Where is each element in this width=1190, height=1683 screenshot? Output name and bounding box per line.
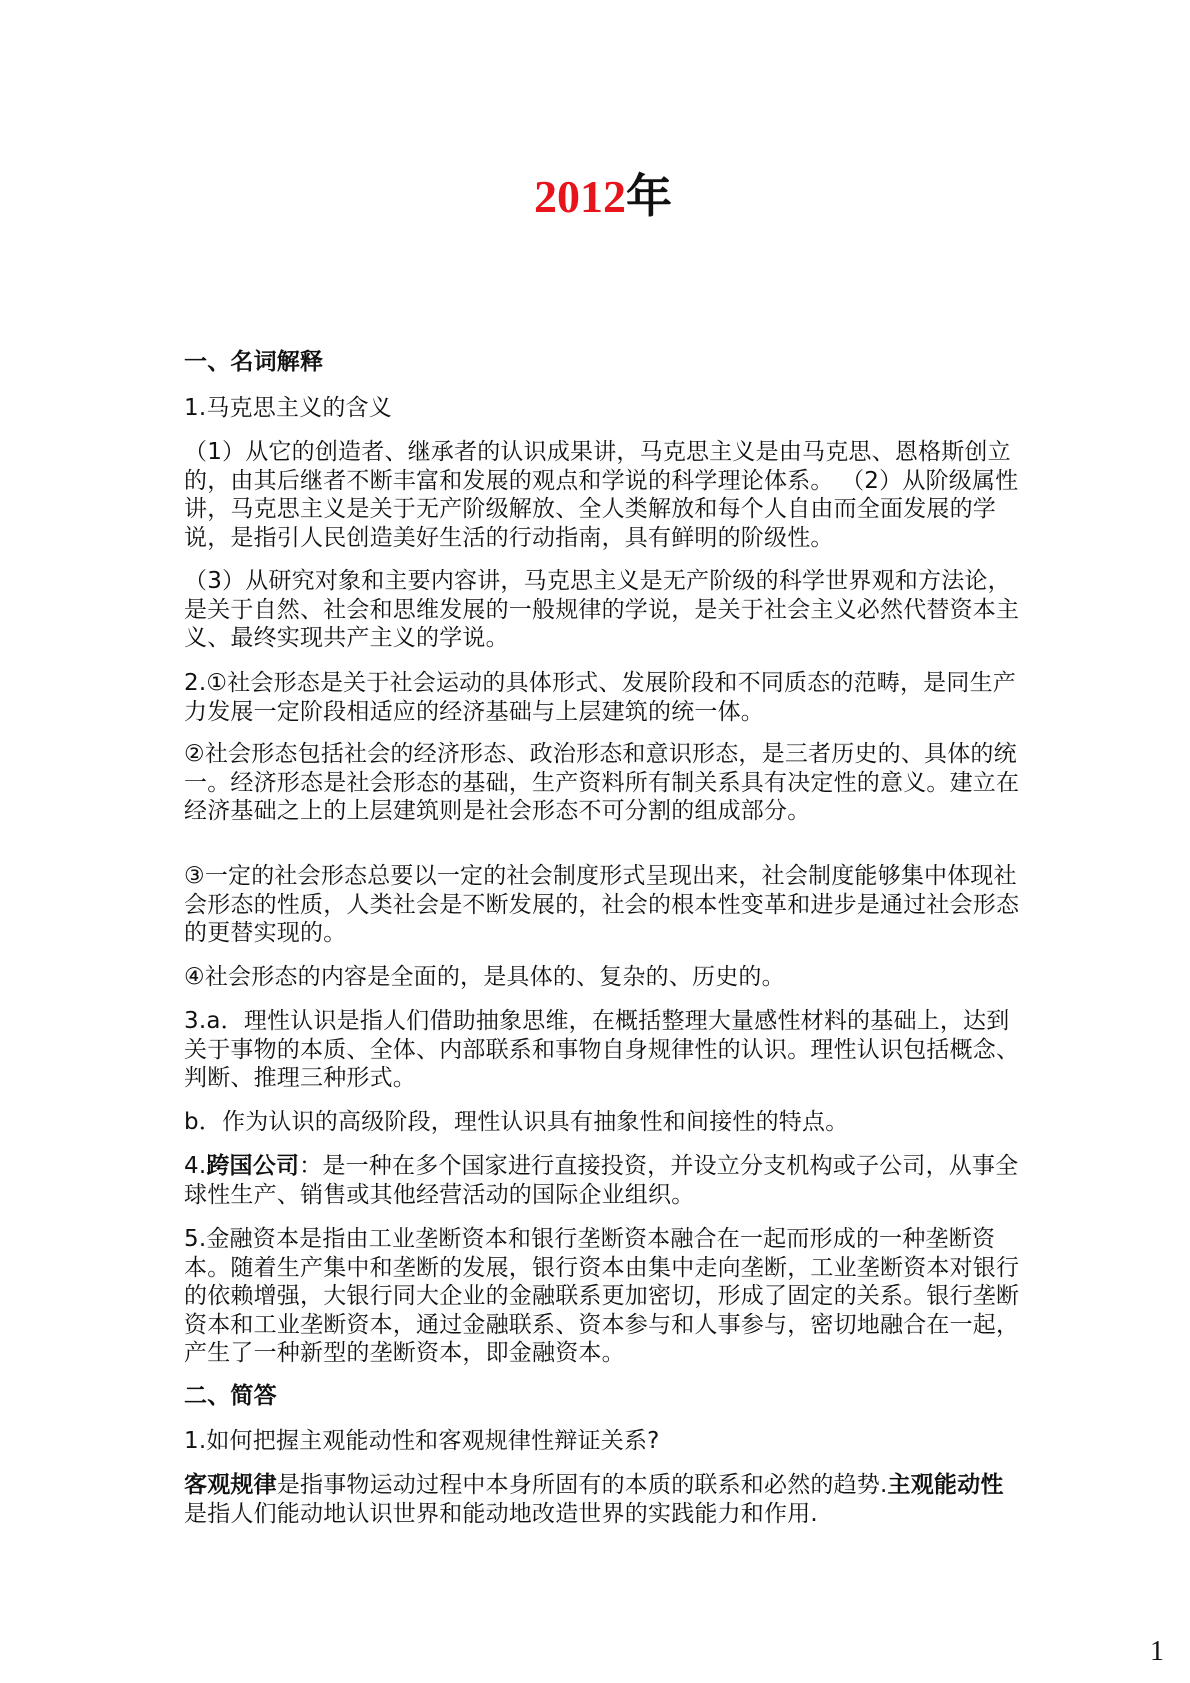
question-2-paragraph-4: ④社会形态的内容是全面的，是具体的、复杂的、历史的。 <box>184 964 785 990</box>
short-answer-1-body: 客观规律是指事物运动过程中本身所固有的本质的联系和必然的趋势.主观能动性是指人们能动地认识世界和能动地改造世界的实践能力和作用. <box>184 1472 1004 1527</box>
question-2-paragraph-2: ②社会形态包括社会的经济形态、政治形态和意识形态，是三者历史的、具体的统一。经济形态是社会形态的基础，生产资料所有制关系具有决定性的意义。建立在经济基础之上的上层建筑则是社会形态不可分割的组成部分。 <box>184 741 1020 824</box>
question-1-title: 1.马克思主义的含义 <box>184 395 392 421</box>
question-3-part-b: b．作为认识的高级阶段，理性认识具有抽象性和间接性的特点。 <box>184 1109 849 1135</box>
question-4: 4.跨国公司：是一种在多个国家进行直接投资，并设立分支机构或子公司，从事全球性生产、销售或其他经营活动的国际企业组织。 <box>184 1153 1019 1208</box>
section-heading-definitions: 一、名词解释 <box>184 349 324 375</box>
term-objective-law: 客观规律 <box>184 1472 277 1498</box>
page-title: 2012年 <box>534 169 672 223</box>
page-number: 1 <box>1150 1636 1164 1667</box>
term-multinational: 跨国公司 <box>206 1153 300 1179</box>
question-5: 5.金融资本是指由工业垄断资本和银行垄断资本融合在一起而形成的一种垄断资本。随着生产集中和垄断的发展，银行资本由集中走向垄断，工业垄断资本对银行的依赖增强，大银行同大企业的金融联系更加密切，形成了固定的关系。银行垄断资本和工业垄断资本，通过金融联系、资本参与和人事参与，密切地融合在一起，产生了一种新型的垄断资本，即金融资本。 <box>184 1226 1020 1366</box>
question-2-paragraph-3: ③一定的社会形态总要以一定的社会制度形式呈现出来，社会制度能够集中体现社会形态的性质，人类社会是不断发展的，社会的根本性变革和进步是通过社会形态的更替实现的。 <box>184 863 1020 946</box>
term-subjective-initiative: 主观能动性 <box>887 1472 1004 1498</box>
section-heading-short-answer: 二、简答 <box>184 1383 277 1409</box>
question-1-paragraph-2: （3）从研究对象和主要内容讲，马克思主义是无产阶级的科学世界观和方法论，是关于自然、社会和思维发展的一般规律的学说，是关于社会主义必然代替资本主义、最终实现共产主义的学说。 <box>184 568 1020 651</box>
short-answer-1-title: 1.如何把握主观能动性和客观规律性辩证关系? <box>184 1428 660 1454</box>
question-2-paragraph-1: 2.①社会形态是关于社会运动的具体形式、发展阶段和不同质态的范畴，是同生产力发展一定阶段相适应的经济基础与上层建筑的统一体。 <box>184 670 1016 725</box>
question-1-paragraph-1: （1）从它的创造者、继承者的认识成果讲，马克思主义是由马克思、恩格斯创立的，由其后继者不断丰富和发展的观点和学说的科学理论体系。 （2）从阶级属性讲，马克思主义是关于无产阶级解放、全人类解放和每个人自由而全面发展的学说，是指引人民创造美好生活的行动指南，具有鲜明的阶级性。 <box>184 439 1019 551</box>
question-3-part-a: 3.a．理性认识是指人们借助抽象思维，在概括整理大量感性材料的基础上，达到关于事物的本质、全体、内部联系和事物自身规律性的认识。理性认识包括概念、判断、推理三种形式。 <box>184 1008 1020 1091</box>
